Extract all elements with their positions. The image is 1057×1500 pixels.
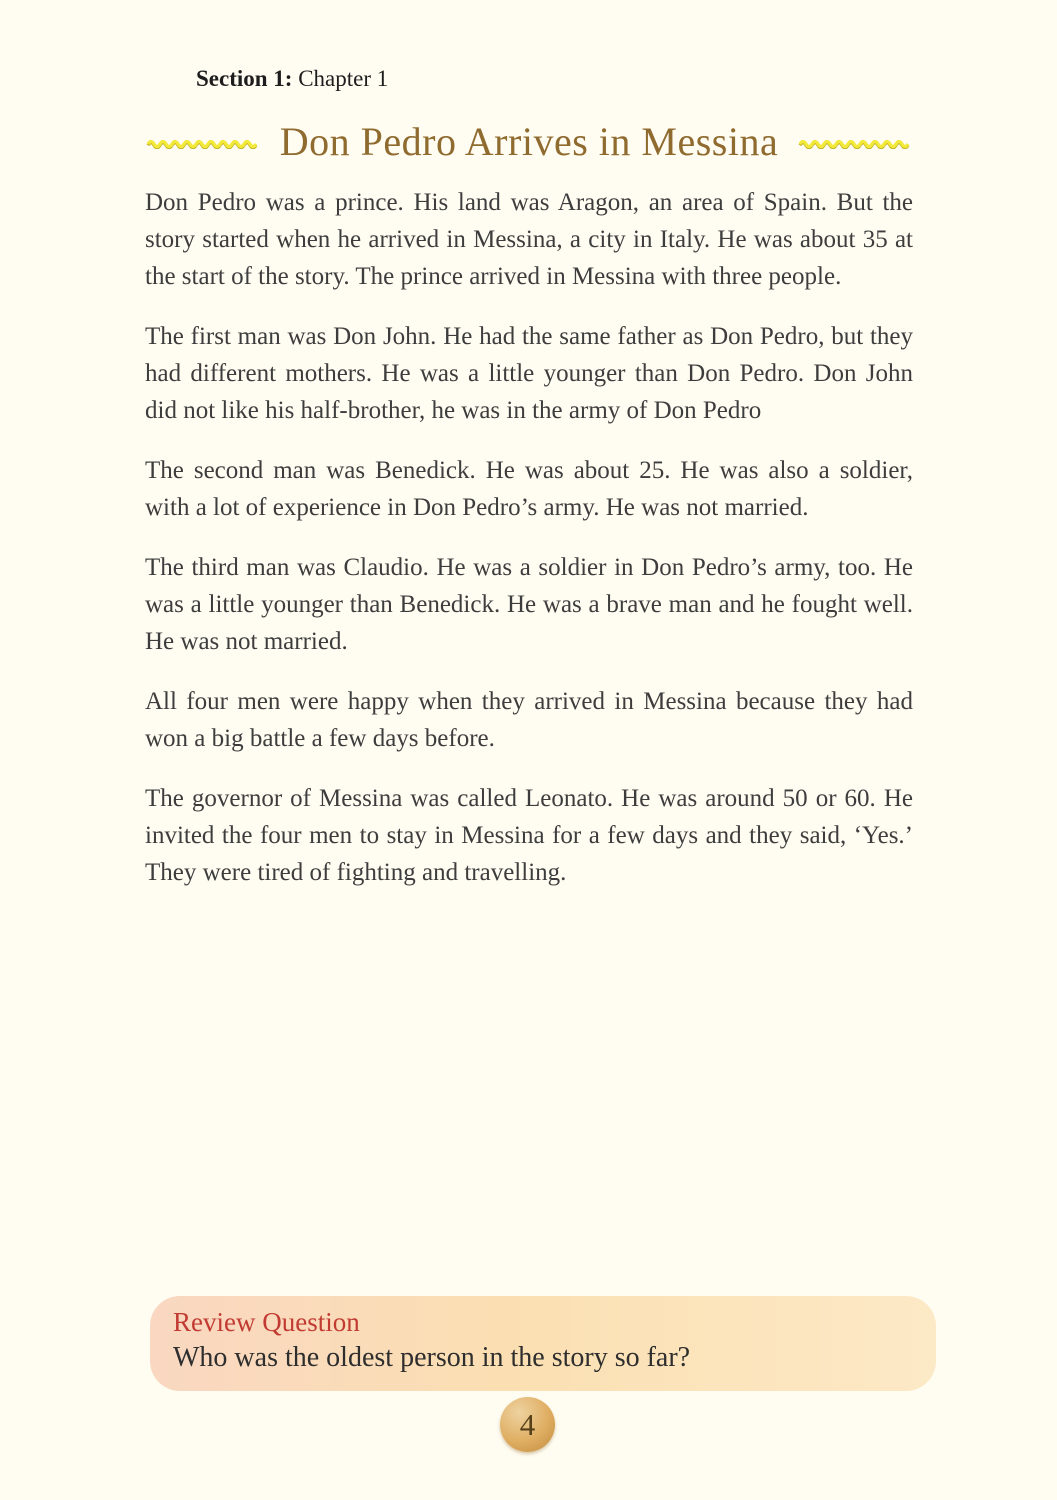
review-question-box <box>150 1296 936 1391</box>
body-paragraph: The governor of Messina was called Leonato. He was around 50 or 60. He invited the four men to stay in Messina for a few days and they said, ‘Yes.’ They were tired of fighting and travelling. <box>145 785 913 886</box>
review-question-text: Who was the oldest person in the story so far? <box>173 1342 691 1373</box>
section-label: Section 1: <box>196 66 293 91</box>
body-paragraph: The second man was Benedick. He was about 25. He was also a soldier, with a lot of experience in Don Pedro’s army. He was not married. <box>145 457 913 521</box>
body-paragraph: The first man was Don John. He had the same father as Don Pedro, but they had different mothers. He was a little younger than Don Pedro. Don John did not like his half-brother, he was in the army of Don Pedro <box>145 323 913 424</box>
page-number: 4 <box>519 1406 536 1442</box>
chapter-label: Chapter 1 <box>292 66 389 91</box>
body-paragraph: The third man was Claudio. He was a soldier in Don Pedro’s army, too. He was a little younger than Benedick. He was a brave man and he fought well. He was not married. <box>145 554 913 655</box>
chapter-title-row <box>145 118 913 165</box>
page-title: Don Pedro Arrives in Messina <box>279 119 779 164</box>
squiggle-right-icon <box>797 135 913 149</box>
body-paragraph: Don Pedro was a prince. His land was Aragon, an area of Spain. But the story started when he arrived in Messina, a city in Italy. He was about 35 at the start of the story. The prince arrived in Messina with three people. <box>145 189 913 290</box>
body-paragraph: All four men were happy when they arrived in Messina because they had won a big battle a few days before. <box>145 688 913 752</box>
page-number-badge <box>500 1397 555 1452</box>
section-heading <box>196 66 388 92</box>
story-text <box>145 184 913 914</box>
review-question-heading: Review Question <box>173 1307 360 1337</box>
squiggle-left-icon <box>145 135 261 149</box>
